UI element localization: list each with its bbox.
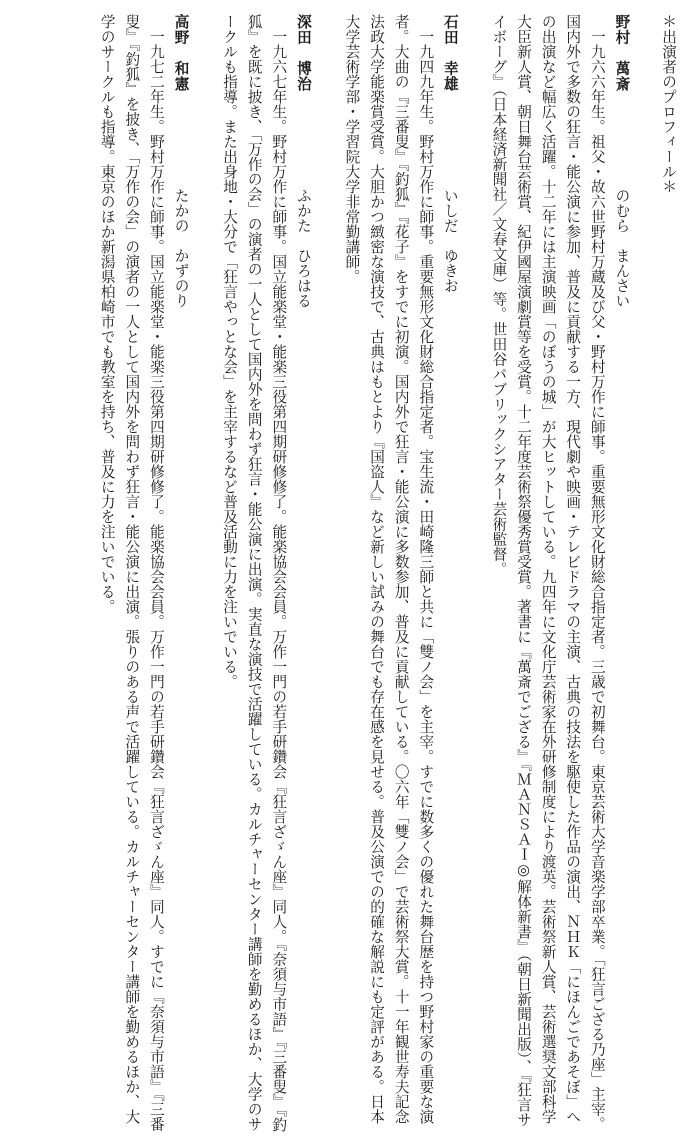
profile-takano-kazunori <box>94 14 192 1132</box>
performer-name: 深田 博治 <box>294 14 312 92</box>
performer-name: 高野 和憲 <box>172 14 190 92</box>
performer-bio: 一九六七年生。野村万作に師事。国立能楽堂・能楽三役第四期研修修了。能楽協会会員。万作一門の若手研鑽会『狂言ざゞん座』同人。『奈須与市語』『三番叟』『釣狐』を既に披き、「万作の会」の演者の一人として国内外を問わず狂言・能公演に出演。実直な演技で活躍している。カルチャーセンター講師を勤めるほか、大学のサークルも指導。また出身地・大分で「狂言やっとな会」を主宰するなど普及活動に力を注いでいる。 <box>221 14 288 1132</box>
performer-reading: いしだ ゆきお <box>441 188 459 294</box>
performer-bio: 一九七二年生。野村万作に師事。国立能楽堂・能楽三役第四期研修修了。能楽協会会員。万作一門の若手研鑽会『狂言ざゞん座』同人。すでに『奈須与市語』『三番叟』『釣狐』を披き、「万作の会」の演者の一人として国内外を問わず狂言・能公演に出演。張りのある声で活躍している。カルチャーセンター講師を勤めるほか、大学のサークルも指導。東京のほか新潟県柏崎市でも教室を持ち、普及に力を注いでいる。 <box>98 14 165 1132</box>
profile-name-line <box>168 14 193 1132</box>
performer-name: 石田 幸雄 <box>441 14 459 92</box>
profile-name-line <box>609 14 634 1132</box>
performer-name: 野村 萬斎 <box>613 14 631 92</box>
performer-reading: のむら まんさい <box>613 188 631 309</box>
profile-fukata-hiroharu <box>217 14 315 1132</box>
performer-reading: ふかた ひろはる <box>294 188 312 309</box>
profile-ishida-yukio <box>339 14 462 1132</box>
profile-page <box>8 14 680 1132</box>
performer-bio: 一九四九年生。野村万作に師事。重要無形文化財総合指定者。宝生流・田崎隆三師と共に「雙ノ会」を主宰。すでに数多くの優れた舞台歴を持つ野村家の重要な演者。大曲の『三番叟』『釣狐』『花子』をすでに初演。国内外で狂言・能公演に多数参加、普及に貢献している。〇六年「雙ノ会」で芸術祭大賞。十一年観世寿夫記念法政大学能楽賞受賞。大胆かつ緻密な演技で、古典はもとより『国盗人』など新しい試みの舞台でも存在感を見せる。普及公演での的確な解説にも定評がある。日本大学芸術学部・学習院大学非常勤講師。 <box>343 14 435 1125</box>
profile-nomura-mansai <box>486 14 634 1132</box>
profile-name-line <box>290 14 315 1132</box>
performer-bio: 一九六六年生。祖父・故六世野村万蔵及び父・野村万作に師事。重要無形文化財総合指定者。三歳で初舞台。東京芸術大学音楽学部卒業。「狂言ござる乃座」主宰。国内外で多数の狂言・能公演に参加、普及に貢献する一方、現代劇や映画・テレビドラマの主演、古典の技法を駆使した作品の演出、ＮＨＫ「にほんごであそぼ」への出演など幅広く活躍。十二年には主演映画「のぼうの城」が大ヒットしている。九四年に文化庁芸術家在外研修制度により渡英。芸術祭新人賞、芸術選奨文部科学大臣新人賞、朝日舞台芸術賞、紀伊國屋演劇賞等を受賞。十二年度芸術祭優秀賞受賞。著書に『萬斎でござる』『ＭＡＮＳＡＩ◎解体新書』（朝日新聞出版）、『狂言サイボーグ』（日本経済新聞社／文春文庫）等。世田谷パブリックシアター芸術監督。 <box>490 14 606 1132</box>
page-heading: ＊出演者のプロフィール＊ <box>660 14 677 194</box>
profile-name-line <box>437 14 462 1132</box>
performer-reading: たかの かずのり <box>172 188 190 309</box>
